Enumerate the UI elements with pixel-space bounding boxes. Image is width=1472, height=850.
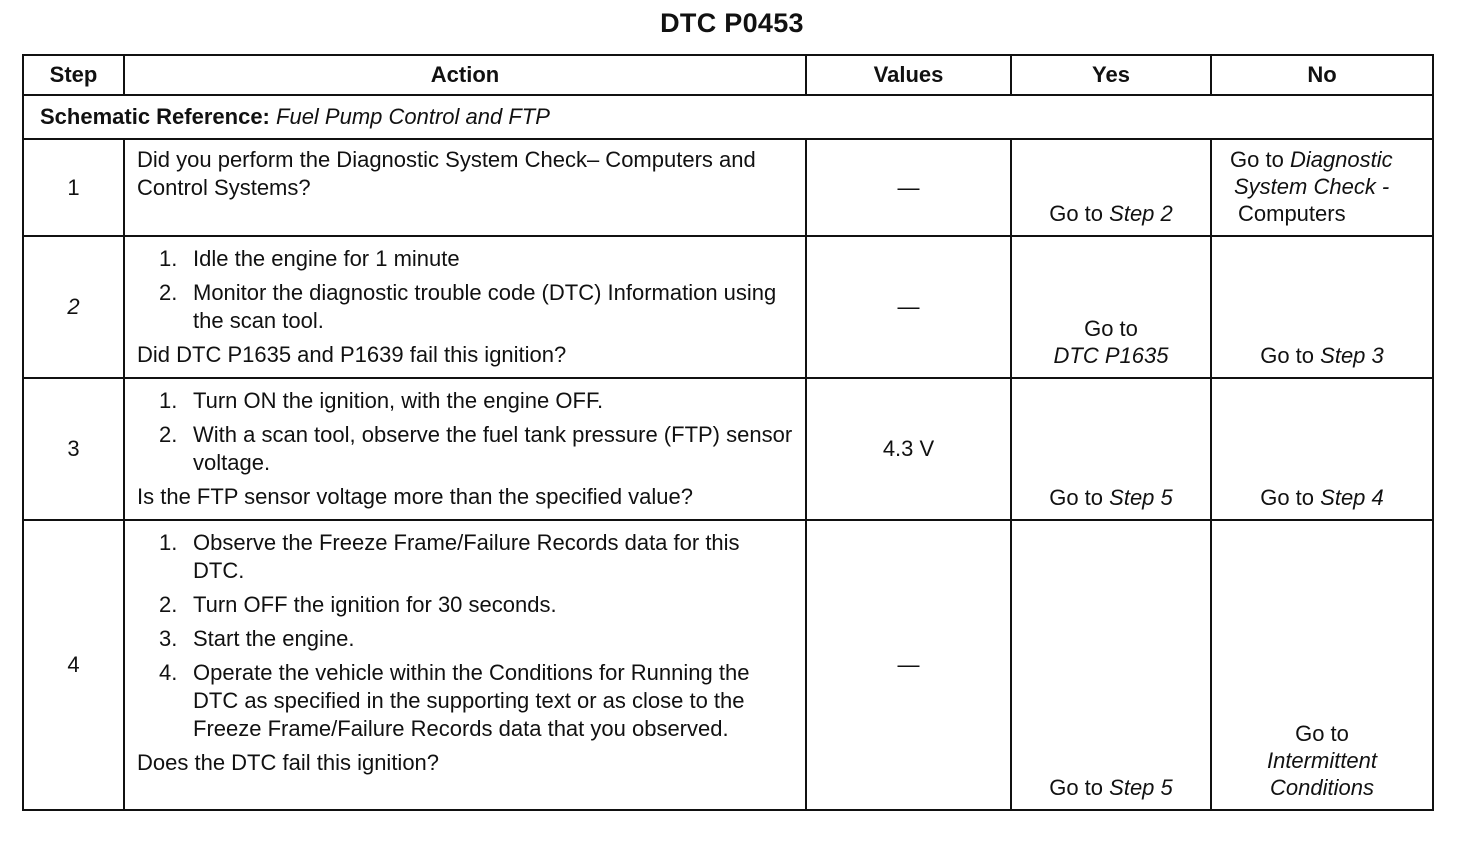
action-question: Did DTC P1635 and P1639 fail this ignition?: [137, 342, 567, 367]
yes-cell: [1011, 139, 1211, 236]
no-prefix: Go to: [1295, 721, 1349, 746]
table-row: [23, 378, 1433, 520]
action-question: Is the FTP sensor voltage more than the specified value?: [137, 484, 694, 509]
action-cell: [124, 378, 806, 520]
value-cell: —: [806, 236, 1011, 378]
diagnostic-table: [22, 54, 1434, 811]
schematic-value: Fuel Pump Control and FTP: [276, 104, 550, 129]
header-values: Values: [806, 55, 1011, 95]
no-target: Step 3: [1320, 343, 1384, 368]
yes-target: Step 5: [1109, 775, 1173, 800]
header-action: Action: [124, 55, 806, 95]
list-item: 4. Operate the vehicle within the Conditions for Running the DTC as specified in the supporting text or as close to the Freeze Frame/Failure Records data that you observed.: [159, 660, 750, 741]
step-number: 4: [23, 520, 124, 810]
page-title: DTC P0453: [660, 8, 804, 38]
no-target: Step 4: [1320, 485, 1384, 510]
no-suffix: Computers: [1238, 201, 1346, 226]
yes-target: Step 5: [1109, 485, 1173, 510]
no-cell: [1211, 520, 1433, 810]
yes-target: Step 2: [1109, 201, 1173, 226]
action-list: [137, 387, 795, 477]
header-no: No: [1211, 55, 1433, 95]
no-cell: [1211, 378, 1433, 520]
schematic-row: [23, 95, 1433, 139]
no-target-line1: Intermittent: [1266, 748, 1378, 773]
step-number: 3: [23, 378, 124, 520]
yes-prefix: Go to: [1049, 775, 1104, 800]
yes-prefix: Go to: [1049, 485, 1104, 510]
step-number: 2: [23, 236, 124, 378]
schematic-reference: [23, 95, 1433, 139]
list-item: 2. Monitor the diagnostic trouble code (DTC) Information using the scan tool.: [159, 280, 777, 333]
yes-prefix: Go to: [1049, 201, 1104, 226]
action-question: Does the DTC fail this ignition?: [137, 750, 440, 775]
list-item: 1. Turn ON the ignition, with the engine OFF.: [159, 388, 604, 413]
yes-target: DTC P1635: [1053, 343, 1169, 368]
list-item: 1. Observe the Freeze Frame/Failure Records data for this DTC.: [159, 530, 740, 583]
table-row: [23, 520, 1433, 810]
table-row: [23, 139, 1433, 236]
header-step: Step: [23, 55, 124, 95]
action-cell: [124, 520, 806, 810]
value-cell: —: [806, 139, 1011, 236]
yes-cell: [1011, 378, 1211, 520]
action-cell: [124, 139, 806, 236]
value-cell: 4.3 V: [806, 378, 1011, 520]
list-item: 2. Turn OFF the ignition for 30 seconds.: [159, 592, 557, 617]
action-question: Did you perform the Diagnostic System Check– Computers and Control Systems?: [137, 147, 756, 200]
action-cell: [124, 236, 806, 378]
no-prefix: Go to: [1230, 147, 1284, 172]
action-list: [137, 245, 795, 335]
no-target-line2: Conditions: [1270, 775, 1374, 800]
yes-prefix: Go to: [1084, 316, 1138, 341]
step-number: 1: [23, 139, 124, 236]
table-row: [23, 236, 1433, 378]
list-item: 3. Start the engine.: [159, 626, 355, 651]
no-cell: [1211, 139, 1433, 236]
schematic-label: Schematic Reference:: [40, 104, 270, 129]
value-cell: —: [806, 520, 1011, 810]
header-yes: Yes: [1011, 55, 1211, 95]
list-item: 2. With a scan tool, observe the fuel tank pressure (FTP) sensor voltage.: [159, 422, 793, 475]
yes-cell: [1011, 236, 1211, 378]
list-item: 1. Idle the engine for 1 minute: [159, 246, 460, 271]
no-prefix: Go to: [1260, 343, 1315, 368]
yes-cell: [1011, 520, 1211, 810]
header-row: [23, 55, 1433, 95]
no-prefix: Go to: [1260, 485, 1315, 510]
no-cell: [1211, 236, 1433, 378]
no-target-line2: System Check -: [1234, 174, 1390, 199]
action-list: [137, 529, 795, 743]
no-target-line1: Diagnostic: [1289, 147, 1393, 172]
